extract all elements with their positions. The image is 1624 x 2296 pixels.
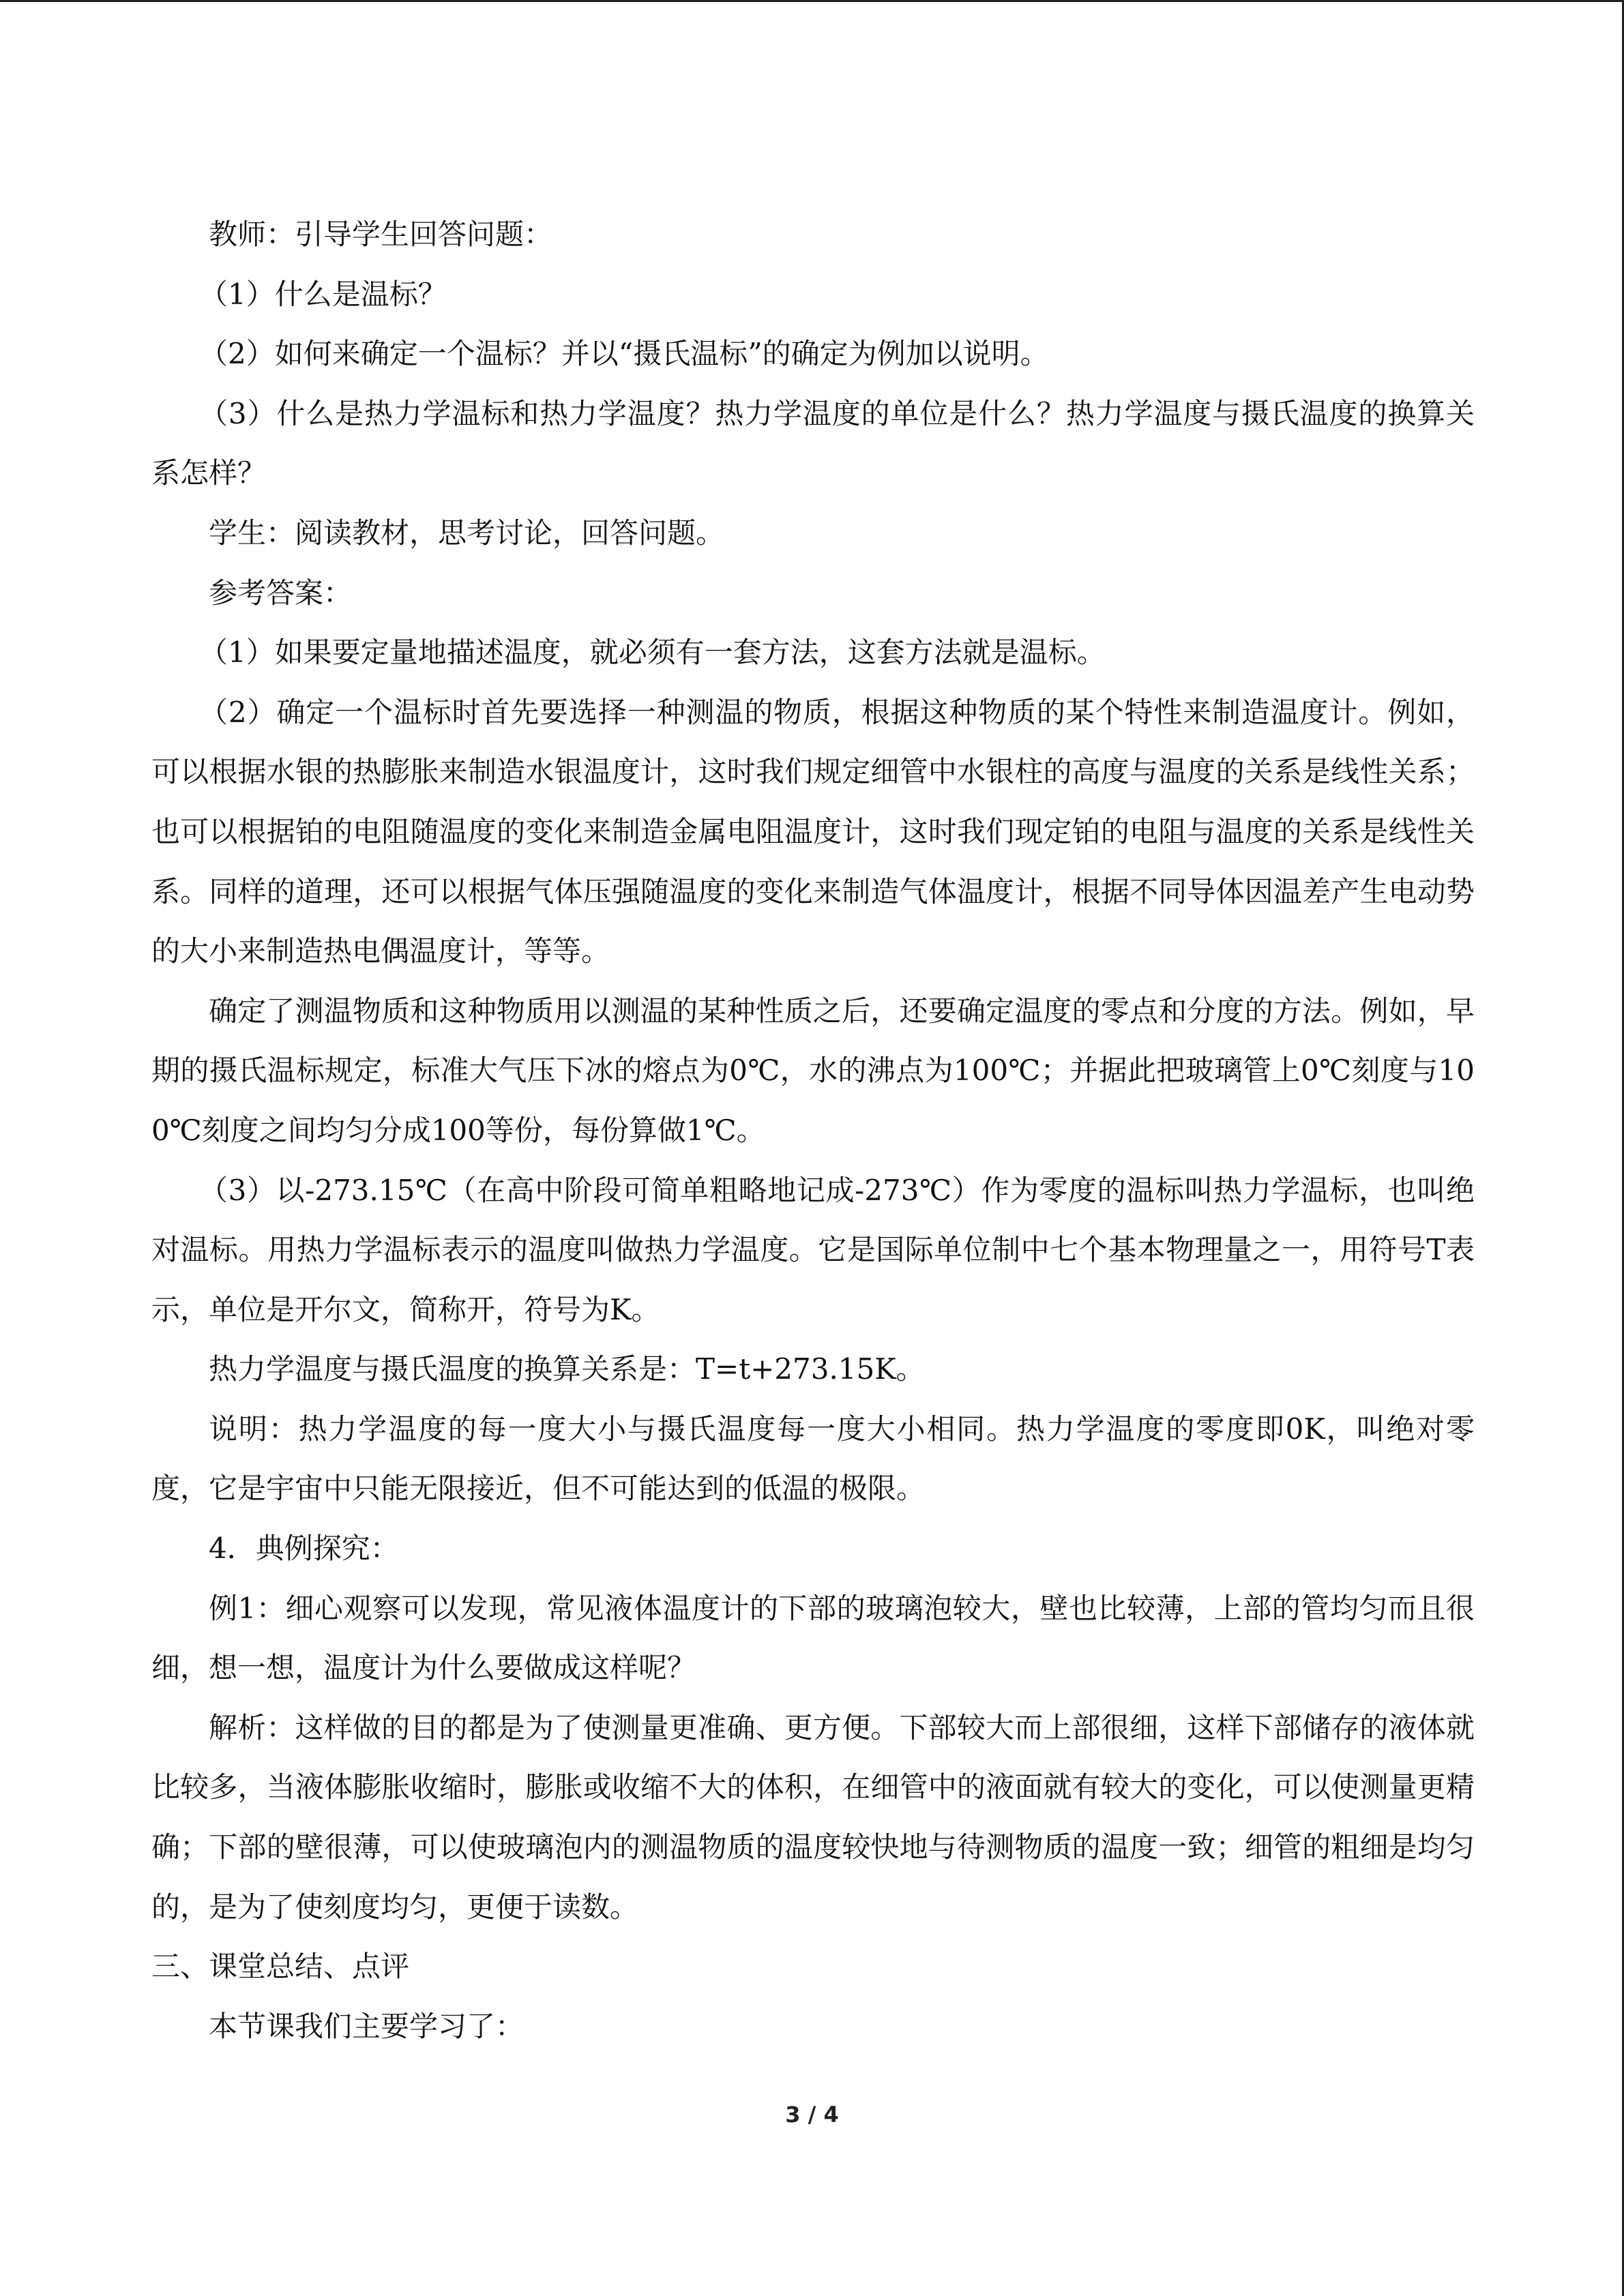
paragraph-teacher-prompt: 教师：引导学生回答问题：	[209, 218, 553, 251]
section-heading-examples: 4．典例探究：	[209, 1532, 399, 1566]
paragraph-zero-and-scale: 确定了测温物质和这种物质用以测温的某种性质之后，还要确定温度的零点和分度的方法。例如，早期的摄氏温标规定，标准大气压下冰的熔点为0℃，水的沸点为100℃；并据此把玻璃管上0℃刻度与100℃刻度之间均匀分成100等份，每份算做1℃。	[151, 994, 1475, 1147]
paragraph-analysis: 解析：这样做的目的都是为了使测量更准确、更方便。下部较大而上部很细，这样下部储存的液体就比较多，当液体膨胀收缩时，膨胀或收缩不大的体积，在细管中的液面就有较大的变化，可以使测量更精确；下部的壁很薄，可以使玻璃泡内的测温物质的温度较快地与待测物质的温度一致；细管的粗细是均匀的，是为了使刻度均匀，更便于读数。	[151, 1710, 1475, 1924]
paragraph-reference-answers-heading: 参考答案：	[209, 576, 353, 610]
answer-1: （1）如果要定量地描述温度，就必须有一套方法，这套方法就是温标。	[199, 636, 1106, 670]
paragraph-conversion-formula: 热力学温度与摄氏温度的换算关系是：T=t+273.15K。	[209, 1352, 925, 1386]
paragraph-example-1: 例1：细心观察可以发现，常见液体温度计的下部的玻璃泡较大，壁也比较薄，上部的管均匀而且很细，想一想，温度计为什么要做成这样呢？	[151, 1591, 1475, 1685]
page-number: 3 / 4	[785, 2102, 839, 2128]
question-1: （1）什么是温标？	[199, 277, 447, 311]
answer-3: （3）以-273.15℃（在高中阶段可简单粗略地记成-273℃）作为零度的温标叫热力学温标，也叫绝对温标。用热力学温标表示的温度叫做热力学温度。它是国际单位制中七个基本物理量之一，用符号T表示，单位是开尔文，简称开，符号为K。	[151, 1173, 1475, 1326]
section-heading-summary: 三、课堂总结、点评	[151, 1950, 410, 1984]
paragraph-explanation: 说明：热力学温度的每一度大小与摄氏温度每一度大小相同。热力学温度的零度即0K，叫绝对零度，它是宇宙中只能无限接近，但不可能达到的低温的极限。	[151, 1412, 1475, 1506]
paragraph-summary-intro: 本节课我们主要学习了：	[209, 2009, 525, 2043]
paragraph-student-activity: 学生：阅读教材，思考讨论，回答问题。	[209, 516, 725, 550]
question-2: （2）如何来确定一个温标？并以“摄氏温标”的确定为例加以说明。	[199, 337, 1049, 371]
document-body	[151, 205, 1475, 2056]
answer-2: （2）确定一个温标时首先要选择一种测温的物质，根据这种物质的某个特性来制造温度计。例如，可以根据水银的热膨胀来制造水银温度计，这时我们规定细管中水银柱的高度与温度的关系是线性关系；也可以根据铂的电阻随温度的变化来制造金属电阻温度计，这时我们现定铂的电阻与温度的关系是线性关系。同样的道理，还可以根据气体压强随温度的变化来制造气体温度计，根据不同导体因温差产生电动势的大小来制造热电偶温度计，等等。	[151, 695, 1475, 968]
question-3: （3）什么是热力学温标和热力学温度？热力学温度的单位是什么？热力学温度与摄氏温度的换算关系怎样？	[151, 396, 1475, 490]
